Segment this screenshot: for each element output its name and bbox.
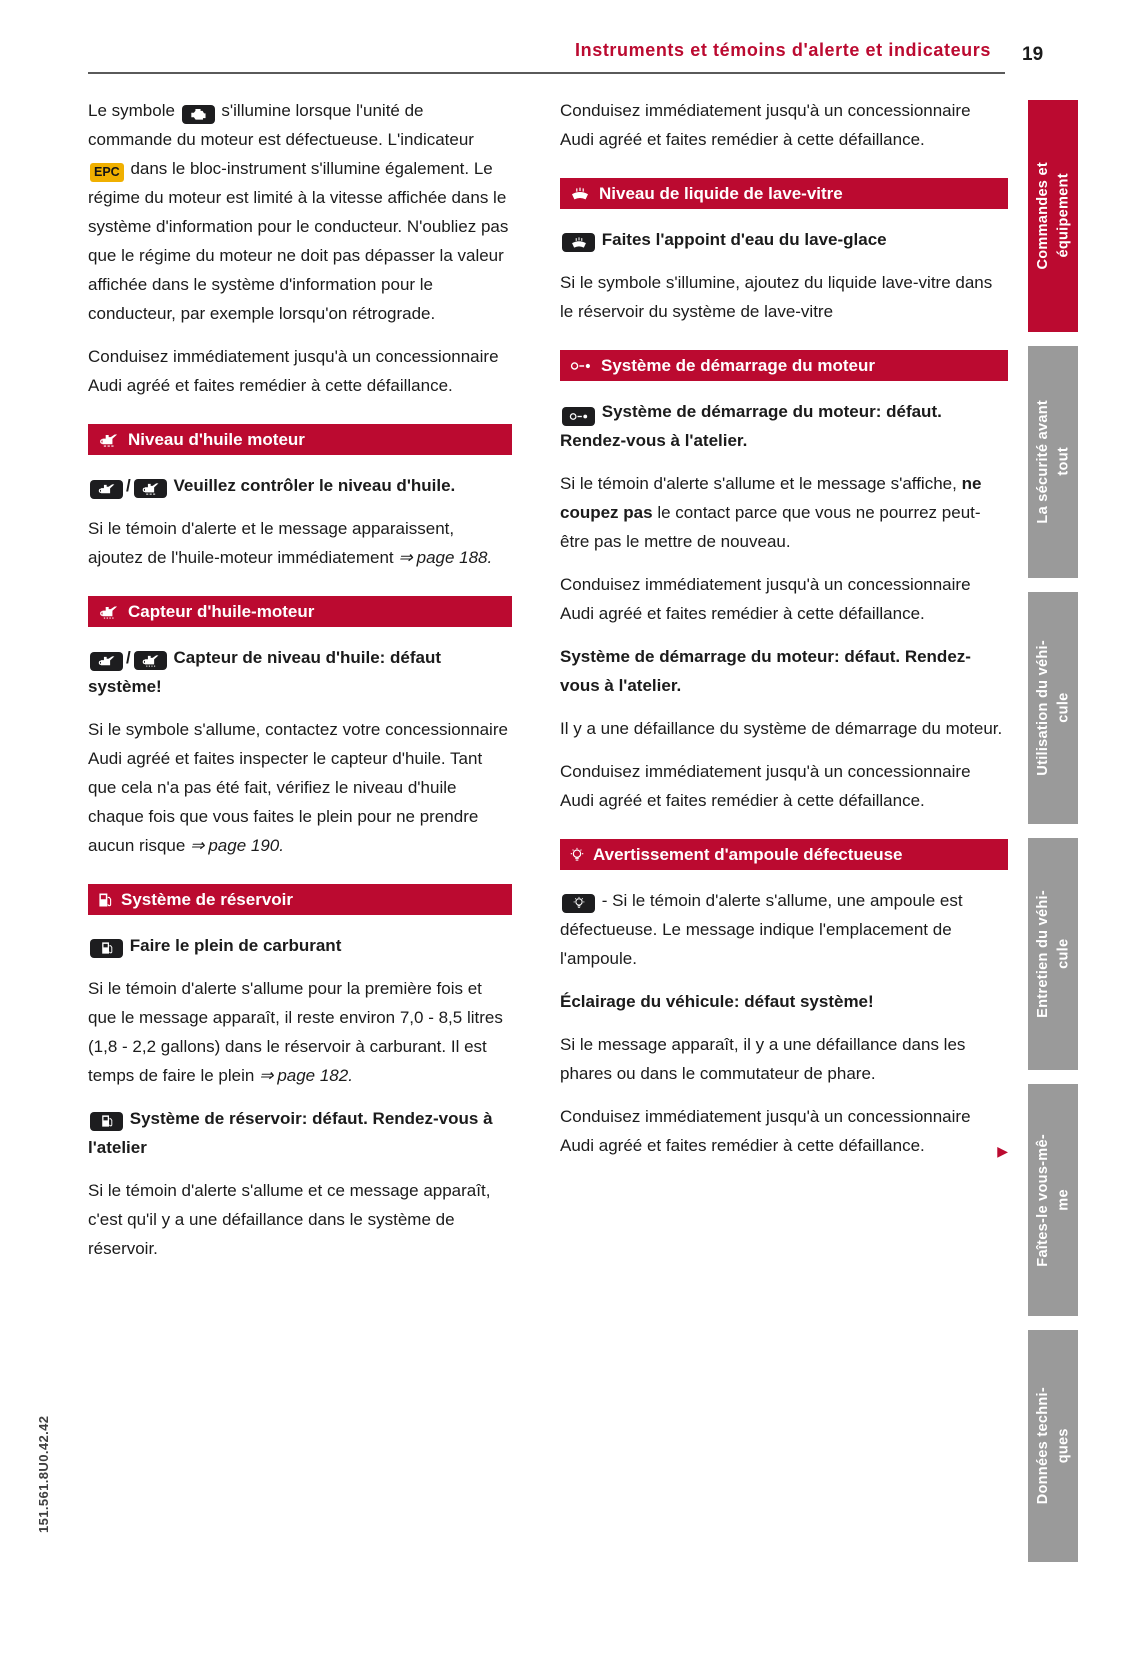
oil-can-icon <box>90 480 123 499</box>
section-header-tank-system <box>88 884 512 915</box>
tab-label: Faîtes-le vous-mê- me <box>1034 1133 1071 1267</box>
oil-sensor-icon <box>134 651 167 670</box>
text: Système de réservoir: défaut. Rendez-vous à l'atelier <box>88 1109 493 1157</box>
section-title: Niveau d'huile moteur <box>128 430 305 449</box>
text: s'illumine lorsque l'unité de commande du moteur est défectueuse. L'indicateur <box>88 101 474 149</box>
oil-level-paragraph <box>88 514 512 572</box>
oil-check-message <box>88 471 512 500</box>
washer-paragraph: Si le symbole s'illumine, ajoutez du liquide lave-vitre dans le réservoir du système de lave-vitre <box>560 273 993 321</box>
page-ref-190[interactable]: ⇒ page 190. <box>190 836 284 855</box>
tab-label: Commandes et équipement <box>1034 162 1071 270</box>
dealer-paragraph: Conduisez immédiatement jusqu'à un concessionnaire Audi agréé et faites remédier à cette défaillance. <box>88 347 499 395</box>
dealer-paragraph: Conduisez immédiatement jusqu'à un concessionnaire Audi agréé et faites remédier à cette défaillance. <box>560 101 971 149</box>
text: Si le symbole s'allume, contactez votre concessionnaire Audi agréé et faites inspecter le capteur d'huile. Tant que cela n'a pas été fait, vérifiez le niveau d'huile chaque fois que vous faites le plein pour ne prendre aucun risque <box>88 720 508 855</box>
tab-label: La sécurité avant tout <box>1034 400 1071 524</box>
fuel-message <box>88 931 512 960</box>
text: Si le témoin d'alerte et le message apparaissent, ajoutez de l'huile-moteur immédiatement <box>88 519 455 567</box>
start-fault-message <box>560 397 1008 455</box>
tank-fault-paragraph: Si le témoin d'alerte s'allume et ce message apparaît, c'est qu'il y a une défaillance dans le système de réservoir. <box>88 1181 491 1258</box>
washer-message <box>560 225 1008 254</box>
tab-entretien-du-vehicule[interactable] <box>1028 838 1078 1070</box>
dealer-paragraph <box>560 1102 1008 1160</box>
text: - Si le témoin d'alerte s'allume, une ampoule est défectueuse. Le message indique l'emplacement de l'ampoule. <box>560 891 963 968</box>
bulb-icon <box>570 847 584 863</box>
fuel-pump-icon <box>90 939 123 958</box>
ref-arrow-icon: ⇒ <box>190 836 205 855</box>
page-ref-182[interactable]: ⇒ page 182. <box>259 1066 353 1085</box>
oil-min-icon <box>134 479 167 498</box>
tank-fault-message <box>88 1104 512 1162</box>
page-ref-188[interactable]: ⇒ page 188. <box>398 548 493 567</box>
text: dans le bloc-instrument s'illumine également. Le régime du moteur est limité à la vitesse affichée dans le système d'information pour le conducteur. N'oubliez pas que le régime du moteur ne doit pas dépasser la valeur affichée dans le système d'information pour le conducteur, par exemple lorsqu'on rétrograde. <box>88 159 509 323</box>
page-number: 19 <box>1022 44 1044 65</box>
bulb-paragraph <box>560 886 1008 973</box>
section-title: Avertissement d'ampoule défectueuse <box>593 845 903 864</box>
dealer-paragraph: Conduisez immédiatement jusqu'à un concessionnaire Audi agréé et faites remédier à cette défaillance. <box>560 575 971 623</box>
start-fault-message-2: Système de démarrage du moteur: défaut. Rendez-vous à l'atelier. <box>560 647 971 695</box>
washer-fluid-icon <box>562 233 595 252</box>
epc-icon: EPC <box>90 163 124 183</box>
oil-sensor-icon <box>98 605 119 619</box>
section-title: Niveau de liquide de lave-vitre <box>599 184 843 203</box>
ref-arrow-icon: ⇒ <box>398 548 413 567</box>
start-warning-paragraph <box>560 469 1008 556</box>
lighting-fault-paragraph: Si le message apparaît, il y a une défaillance dans les phares ou dans le commutateur de phare. <box>560 1035 966 1083</box>
start-fault-paragraph: Il y a une défaillance du système de démarrage du moteur. <box>560 719 1003 738</box>
fuel-paragraph <box>88 974 512 1090</box>
oil-sensor-paragraph <box>88 715 512 860</box>
text: Si le témoin d'alerte s'allume et le message s'affiche, <box>560 474 957 493</box>
fuel-pump-icon <box>98 892 112 908</box>
print-code: 151.561.8U0.42.42 <box>36 1415 51 1533</box>
tab-utilisation-du-vehicule[interactable] <box>1028 592 1078 824</box>
section-header-oil-level <box>88 424 512 455</box>
text: Faire le plein de carburant <box>129 936 342 955</box>
ref-arrow-icon: ⇒ <box>259 1066 274 1085</box>
tab-donnees-techniques[interactable] <box>1028 1330 1078 1562</box>
slash-separator: / <box>126 476 131 495</box>
text: le contact parce que vous ne pourrez peut-être pas le mettre de nouveau. <box>560 503 981 551</box>
left-column <box>88 96 512 1277</box>
tab-faites-le-vous-meme[interactable] <box>1028 1084 1078 1316</box>
oil-can-icon <box>98 433 119 447</box>
bulb-icon <box>562 894 595 913</box>
lighting-fault-message: Éclairage du véhicule: défaut système! <box>560 992 874 1011</box>
text: Veuillez contrôler le niveau d'huile. <box>173 476 456 495</box>
chapter-tabs <box>1028 100 1078 1576</box>
section-header-washer-fluid <box>560 178 1008 209</box>
intro-paragraph <box>88 96 512 328</box>
engine-start-icon <box>562 407 595 426</box>
section-title: Système de réservoir <box>121 890 293 909</box>
section-title: Capteur d'huile-moteur <box>128 602 315 621</box>
tab-label: Entretien du véhi- cule <box>1034 890 1071 1018</box>
washer-fluid-icon <box>570 186 590 201</box>
text: Le symbole <box>88 101 175 120</box>
tab-label: Données techni- ques <box>1034 1387 1071 1505</box>
page-title: Instruments et témoins d'alerte et indicateurs <box>575 40 991 60</box>
right-column <box>560 96 1008 1174</box>
section-header-oil-sensor <box>88 596 512 627</box>
text: Faites l'appoint d'eau du lave-glace <box>601 230 887 249</box>
section-header-bulb-warning <box>560 839 1008 870</box>
text: Conduisez immédiatement jusqu'à un concessionnaire Audi agréé et faites remédier à cette défaillance. <box>560 1107 971 1155</box>
oil-can-icon <box>90 652 123 671</box>
tab-commandes-et-equipement[interactable] <box>1028 100 1078 332</box>
tab-label: Utilisation du véhi- cule <box>1034 640 1071 776</box>
fuel-pump-icon <box>90 1112 123 1131</box>
text: Capteur de niveau d'huile: défaut système! <box>88 648 442 696</box>
section-title: Système de démarrage du moteur <box>601 356 875 375</box>
oil-sensor-message <box>88 643 512 701</box>
text: Système de démarrage du moteur: défaut. Rendez-vous à l'atelier. <box>560 402 942 450</box>
tab-la-securite-avant-tout[interactable] <box>1028 346 1078 578</box>
dealer-paragraph: Conduisez immédiatement jusqu'à un concessionnaire Audi agréé et faites remédier à cette défaillance. <box>560 762 971 810</box>
engine-warning-icon <box>182 105 215 124</box>
engine-start-icon <box>570 361 592 371</box>
slash-separator: / <box>126 648 131 667</box>
text: Si le témoin d'alerte s'allume pour la première fois et que le message apparaît, il reste environ 7,0 - 8,5 litres (1,8 - 2,2 gallons) dans le réservoir à carburant. Il est temps de faire le plein <box>88 979 503 1085</box>
page-header <box>88 40 1005 74</box>
continuation-arrow-icon: ▶ <box>997 1143 1008 1159</box>
emphasis-text: ne coupez pas <box>560 474 982 522</box>
section-header-start-system <box>560 350 1008 381</box>
